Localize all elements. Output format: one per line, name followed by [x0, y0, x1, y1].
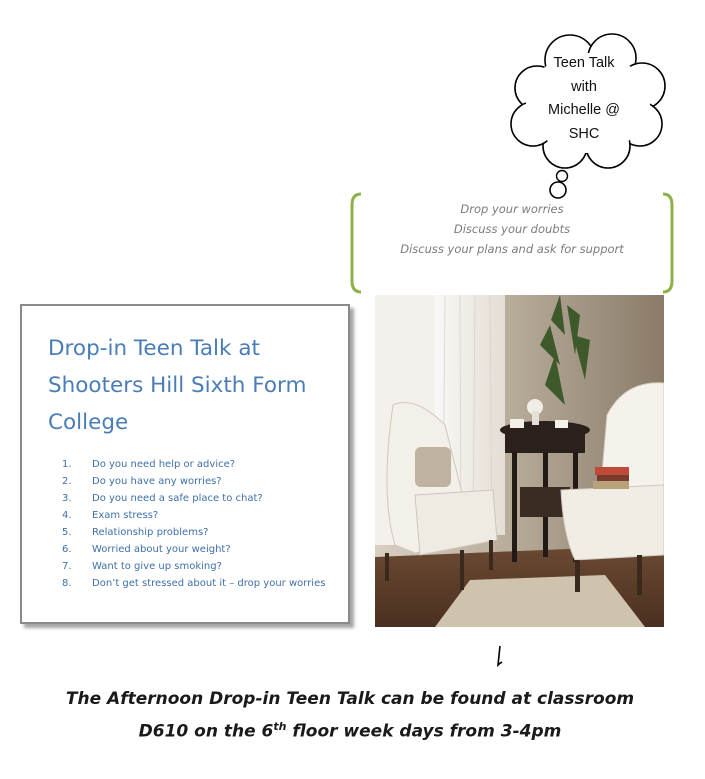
- footer-line-1: The Afternoon Drop-in Teen Talk can be found at classroom: [65, 689, 635, 709]
- list-item: 5. Relationship problems?: [62, 527, 209, 538]
- info-card: [20, 304, 350, 624]
- list-item: 3. Do you need a safe place to chat?: [62, 493, 263, 504]
- list-item: 8. Don’t get stressed about it – drop your worries: [62, 578, 326, 589]
- question-list: [62, 456, 325, 592]
- list-item: 7. Want to give up smoking?: [62, 561, 222, 572]
- cloud-line: with: [571, 78, 597, 95]
- list-item: 4. Exam stress?: [62, 510, 159, 521]
- thought-bubble-text: [528, 52, 640, 146]
- cloud-line: Michelle @: [548, 102, 620, 118]
- list-item: 2. Do you have any worries?: [62, 476, 222, 487]
- footer-line-2: D610 on the 6th floor week days from 3-4pm: [138, 720, 562, 742]
- bracket-line: Discuss your plans and ask for support: [400, 242, 624, 256]
- bracket-line: Drop your worries: [460, 202, 564, 216]
- footer-note: [40, 685, 660, 746]
- card-title: Drop-in Teen Talk at Shooters Hill Sixth Form College: [48, 336, 307, 435]
- pen-mark: [494, 645, 504, 667]
- cloud-line: Teen Talk: [553, 55, 615, 71]
- bracket-line: Discuss your doubts: [453, 222, 571, 236]
- list-item: 1. Do you need help or advice?: [62, 459, 236, 470]
- cloud-line: SHC: [568, 125, 600, 142]
- room-photo: [375, 295, 664, 627]
- list-item: 6. Worried about your weight?: [62, 544, 231, 555]
